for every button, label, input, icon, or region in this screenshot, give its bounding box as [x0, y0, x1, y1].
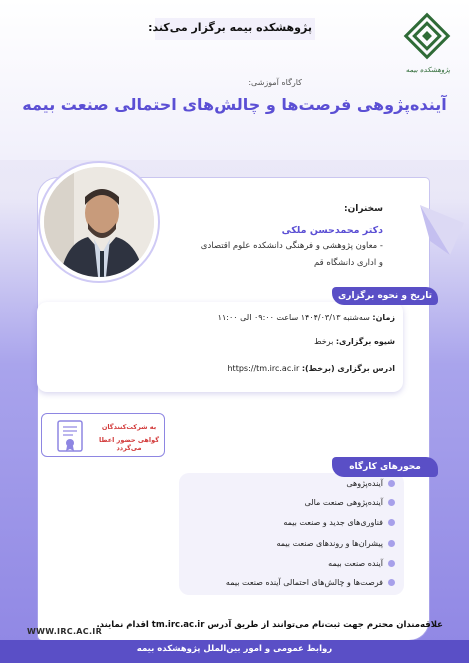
speaker-name: دکتر محمدحسن ملکی: [281, 225, 383, 236]
speaker-portrait-icon: [44, 167, 154, 277]
workshop-label: کارگاه آموزشی:: [248, 78, 302, 87]
registration-note: علاقه‌مندان محترم جهت ثبت‌نام می‌توانند از طریق آدرس tm.irc.ac.ir اقدام نمایند.: [96, 620, 443, 630]
bullet-icon: [388, 579, 395, 586]
page-curl-decoration: [420, 205, 464, 255]
address-row: [227, 364, 395, 373]
axes-list-item: [305, 498, 395, 507]
axes-item-label: آینده‌پژوهی صنعت مالی: [304, 498, 383, 507]
axes-list-item: [346, 479, 395, 488]
axes-list-item: [276, 539, 395, 548]
axes-list-item: [283, 518, 395, 527]
schedule-tab: تاریخ و نحوه برگزاری: [332, 287, 438, 305]
axes-item-label: آینده‌پژوهی: [346, 479, 383, 488]
footer-band-text: روابط عمومی و امور بین‌الملل پژوهشکده بیمه: [136, 644, 333, 654]
time-label: زمان:: [372, 313, 395, 322]
announcement-text: پژوهشکده بیمه برگزار می‌کند:: [148, 21, 312, 34]
speaker-photo: [40, 163, 158, 281]
certificate-text-line1: به شرکت‌کنندگان: [101, 423, 157, 431]
bullet-icon: [388, 519, 395, 526]
time-row: [218, 313, 395, 322]
axes-list-item: [226, 578, 395, 587]
axes-item-label: فناوری‌های جدید و صنعت بیمه: [283, 518, 383, 527]
main-title: آینده‌پژوهی فرصت‌ها و چالش‌های احتمالی صنعت بیمه: [22, 95, 447, 114]
bullet-icon: [388, 540, 395, 547]
certificate-icon: [56, 419, 84, 453]
speaker-role-continued: و اداری دانشگاه قم: [313, 258, 383, 268]
axes-item-label: پیشران‌ها و روندهای صنعت بیمه: [276, 539, 383, 548]
certificate-text-line2: گواهی حضور اعطا می‌گردد: [98, 436, 160, 452]
axes-list-item: [328, 559, 395, 568]
axes-box: [179, 473, 404, 595]
speaker-role: - معاون پژوهشی و فرهنگی دانشکده علوم اقتصادی: [200, 241, 383, 251]
time-value: سه‌شنبه ۱۴۰۴/۰۳/۱۳ ساعت ۰۹:۰۰ الی ۱۱:۰۰: [217, 313, 370, 322]
mode-label: شیوه برگزاری:: [335, 337, 395, 346]
website-link[interactable]: WWW.IRC.AC.IR: [27, 627, 103, 636]
logo-text: پژوهشکده بیمه: [405, 66, 451, 74]
bullet-icon: [388, 560, 395, 567]
bullet-icon: [388, 480, 395, 487]
address-label: ادرس برگزاری (برخط):: [301, 364, 395, 373]
mode-value: برخط: [314, 337, 334, 346]
speaker-label: سخنران:: [344, 204, 383, 214]
address-link[interactable]: https://tm.irc.ac.ir: [227, 364, 300, 373]
axes-item-label: فرصت‌ها و چالش‌های احتمالی آینده صنعت بیمه: [225, 578, 383, 587]
axes-item-label: آینده صنعت بیمه: [328, 559, 383, 568]
mode-row: [314, 337, 395, 346]
axes-tab: محورهای کارگاه: [332, 457, 438, 477]
bullet-icon: [388, 499, 395, 506]
